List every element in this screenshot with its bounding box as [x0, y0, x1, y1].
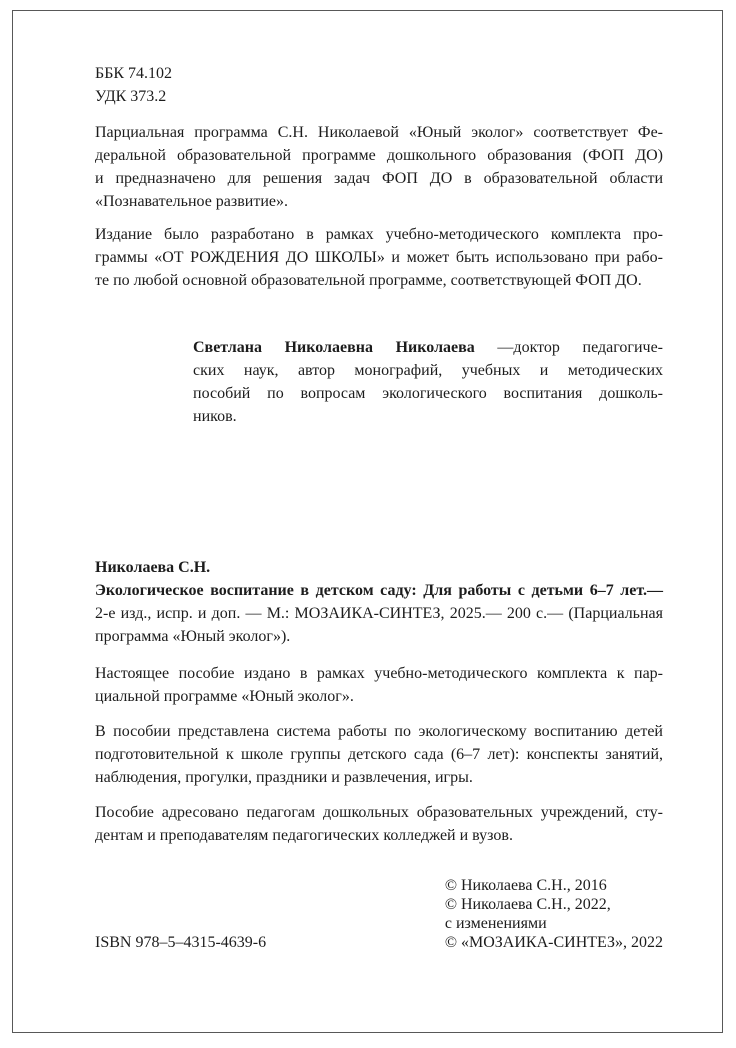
- text-line: «Познавательное развитие».: [95, 193, 288, 210]
- author-bio: [193, 336, 663, 428]
- annotation-contents-paragraph: [95, 720, 663, 789]
- bibliography-title: Экологическое воспитание в детском саду: Для работы с детьми 6–7 лет.—: [95, 582, 663, 599]
- text-line: подготовительной к школе группы детского сада (6–7 лет): конспекты занятий,: [95, 746, 663, 763]
- text-line: © Николаева С.Н., 2022,: [444, 896, 611, 913]
- isbn: ISBN 978–5–4315-4639-6: [95, 934, 267, 951]
- text-line: В пособии представлена система работы по экологическому воспитанию детей: [95, 723, 663, 740]
- page-content: [95, 62, 663, 952]
- text-line: деральной образовательной программе дошкольного образования (ФОП ДО): [95, 147, 663, 164]
- text-line: ников.: [193, 408, 237, 425]
- text-line: ских наук, автор монографий, учебных и методических: [193, 362, 663, 379]
- copyright-block: [445, 876, 663, 952]
- text-line: те по любой основной образовательной программе, соответствующей ФОП ДО.: [95, 272, 642, 289]
- text-line: © Николаева С.Н., 2016: [444, 877, 607, 894]
- edition-origin-paragraph: [95, 223, 663, 292]
- text-line: Настоящее пособие издано в рамках учебно-методического комплекта к пар-: [95, 665, 663, 682]
- bibliography-author-name: Николаева С.Н.: [95, 559, 211, 576]
- annotation-audience-paragraph: [95, 801, 663, 847]
- text-line: ББК 74.102: [95, 65, 173, 82]
- text-line: © «МОЗАИКА-СИНТЕЗ», 2022: [444, 934, 663, 951]
- text-line: Издание было разработано в рамках учебно-методического комплекта про-: [95, 226, 663, 243]
- bibliographic-record: [95, 556, 663, 648]
- text-line: и предназначено для решения задач ФОП ДО в образовательной области: [95, 170, 663, 187]
- text-line: наблюдения, прогулки, праздники и развлечения, игры.: [95, 769, 473, 786]
- text-line: 2-е изд., испр. и доп. — М.: МОЗАИКА-СИНТЕЗ, 2025.— 200 с.— (Парциальная: [95, 605, 663, 622]
- text-line: пособий по вопросам экологического воспитания дошколь-: [193, 385, 663, 402]
- imprint-footer: [95, 876, 663, 952]
- author-bio-rest: [193, 359, 663, 428]
- program-compliance-paragraph: [95, 121, 663, 213]
- classification-codes: [95, 62, 663, 108]
- text-line: программа «Юный эколог»).: [95, 628, 291, 645]
- bibliography-details: [95, 602, 663, 648]
- text-line: циальной программе «Юный эколог».: [95, 688, 354, 705]
- author-name: Светлана Николаевна Николаева: [193, 339, 475, 356]
- text-line: граммы «ОТ РОЖДЕНИЯ ДО ШКОЛЫ» и может быть использовано при рабо-: [95, 249, 663, 266]
- author-bio-first-line: [193, 336, 663, 359]
- text-line: Парциальная программа С.Н. Николаевой «Юный эколог» соответствует Фе-: [95, 124, 663, 141]
- text-line: дентам и преподавателям педагогических колледжей и вузов.: [95, 827, 513, 844]
- text-line: с изменениями: [444, 915, 547, 932]
- bibliography-author: [95, 556, 663, 579]
- author-bio-first-line-rest: —доктор педагогиче-: [474, 339, 663, 356]
- text-line: УДК 373.2: [95, 88, 167, 105]
- text-line: Пособие адресовано педагогам дошкольных образовательных учреждений, сту-: [95, 804, 663, 821]
- annotation-series-paragraph: [95, 662, 663, 708]
